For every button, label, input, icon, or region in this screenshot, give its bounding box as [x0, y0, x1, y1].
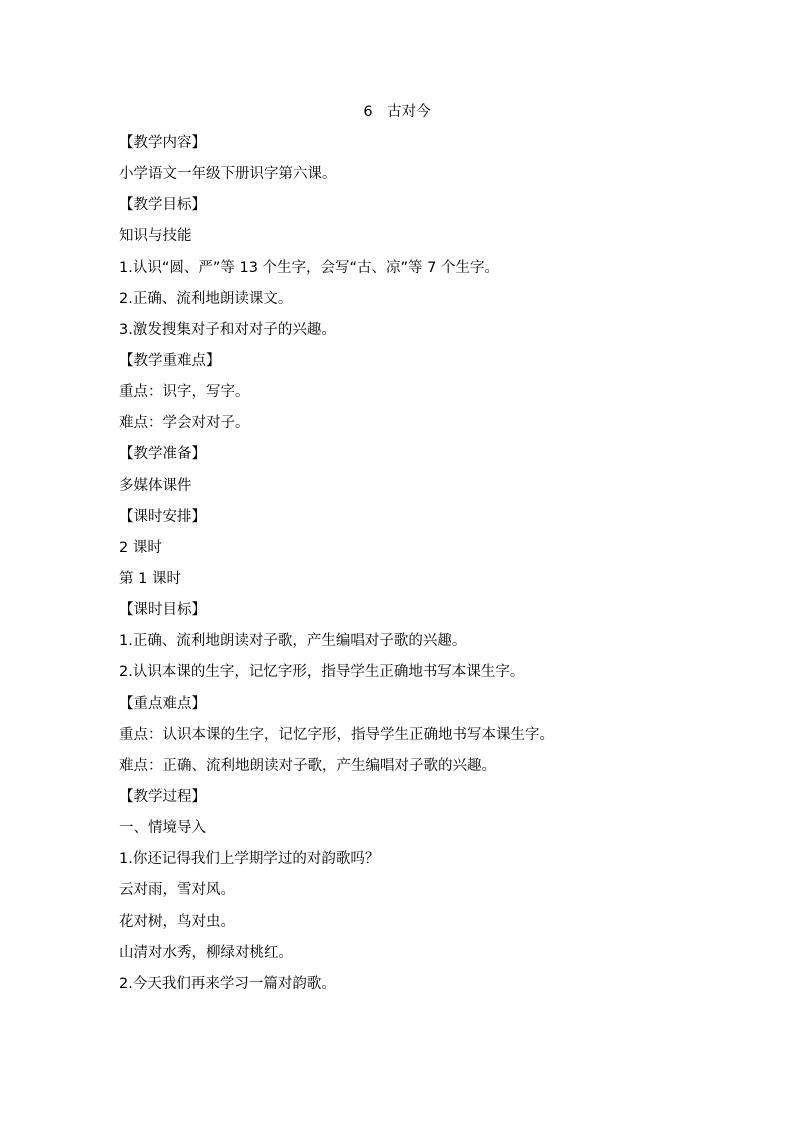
document-line: 难点：正确、流利地朗读对子歌，产生编唱对子歌的兴趣。	[119, 757, 496, 774]
document-line: 云对雨，雪对风。	[119, 882, 235, 899]
document-line: 2.正确、流利地朗读课文。	[119, 290, 293, 307]
document-line: 2.今天我们再来学习一篇对韵歌。	[119, 975, 336, 992]
document-line: 【教学目标】	[119, 197, 206, 214]
document-line: 山清对水秀，柳绿对桃红。	[119, 944, 293, 961]
document-line: 【教学内容】	[119, 135, 206, 151]
document-line: 【重点难点】	[119, 695, 206, 712]
document-line: 多媒体课件	[119, 477, 192, 494]
document-line: 3.激发搜集对子和对对子的兴趣。	[119, 321, 336, 338]
document-line: 知识与技能	[119, 228, 192, 245]
document-line: 【课时目标】	[119, 602, 206, 619]
document-line: 第 1 课时	[119, 570, 181, 587]
document-line: 一、情境导入	[119, 820, 206, 837]
document-line: 重点：认识本课的生字，记忆字形，指导学生正确地书写本课生字。	[119, 726, 554, 743]
document-line: 【教学过程】	[119, 788, 206, 805]
document-line: 重点：识字，写字。	[119, 384, 250, 401]
document-line: 2 课时	[119, 539, 162, 556]
document-line: 【教学准备】	[119, 446, 206, 463]
document-line: 1.正确、流利地朗读对子歌，产生编唱对子歌的兴趣。	[119, 633, 467, 650]
document-line: 难点：学会对对子。	[119, 415, 250, 432]
document-line: 小学语文一年级下册识字第六课。	[119, 166, 337, 183]
document-line: 1.认识“圆、严”等 13 个生字，会写“古、凉”等 7 个生字。	[119, 259, 499, 276]
document-body	[119, 132, 719, 1004]
document-line: 2.认识本课的生字，记忆字形，指导学生正确地书写本课生字。	[119, 664, 525, 681]
document-line: 【教学重难点】	[119, 352, 221, 369]
document-line: 【课时安排】	[119, 508, 206, 525]
document-line: 花对树，鸟对虫。	[119, 913, 235, 930]
document-title: 6 古对今	[363, 104, 431, 120]
document-line: 1.你还记得我们上学期学过的对韵歌吗？	[119, 851, 380, 868]
